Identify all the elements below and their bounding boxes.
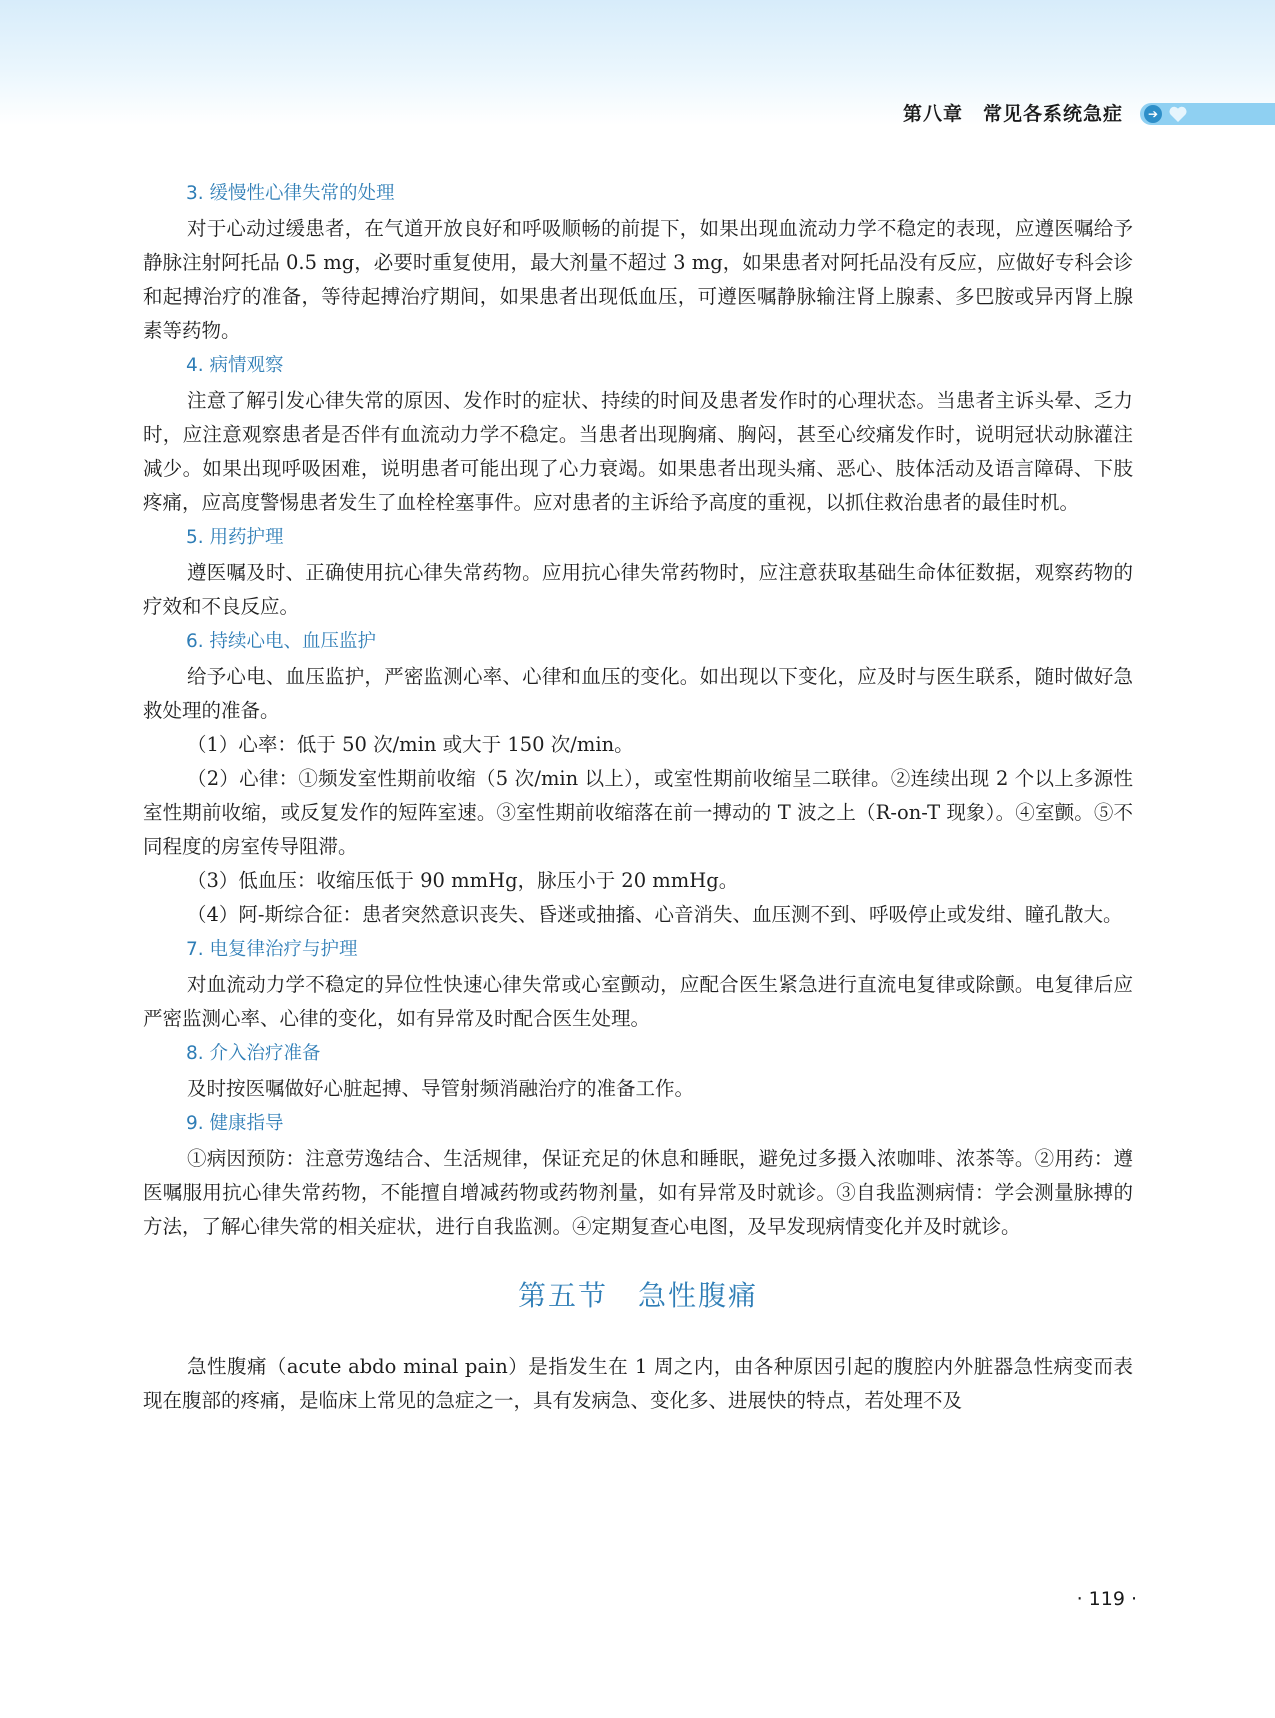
paragraph: 给予心电、血压监护，严密监测心率、心律和血压的变化。如出现以下变化，应及时与医生联系，随时做好急救处理的准备。	[143, 665, 1133, 722]
paragraph: 注意了解引发心律失常的原因、发作时的症状、持续的时间及患者发作时的心理状态。当患者主诉头晕、乏力时，应注意观察患者是否伴有血流动力学不稳定。当患者出现胸痛、胸闷，甚至心绞痛发作时，说明冠状动脉灌注减少。如果出现呼吸困难，说明患者可能出现了心力衰竭。如果患者出现头痛、恶心、肢体活动及语言障碍、下肢疼痛，应高度警惕患者发生了血栓栓塞事件。应对患者的主诉给予高度的重视，以抓住救治患者的最佳时机。	[143, 389, 1133, 514]
subsection-heading: 8. 介入治疗准备	[186, 1043, 321, 1064]
paragraph: 遵医嘱及时、正确使用抗心律失常药物。应用抗心律失常药物时，应注意获取基础生命体征数据，观察药物的疗效和不良反应。	[143, 561, 1133, 618]
subsection-heading: 3. 缓慢性心律失常的处理	[186, 183, 395, 204]
arrow-icon: ➔	[1144, 105, 1162, 123]
chapter-title: 第八章 常见各系统急症	[902, 103, 1123, 125]
paragraph: ①病因预防：注意劳逸结合、生活规律，保证充足的休息和睡眠，避免过多摄入浓咖啡、浓茶等。②用药：遵医嘱服用抗心律失常药物，不能擅自增减药物或药物剂量，如有异常及时就诊。③自我监测病情：学会测量脉搏的方法，了解心律失常的相关症状，进行自我监测。④定期复查心电图，及早发现病情变化并及时就诊。	[143, 1147, 1133, 1238]
paragraph: 对于心动过缓患者，在气道开放良好和呼吸顺畅的前提下，如果出现血流动力学不稳定的表现，应遵医嘱给予静脉注射阿托品 0.5 mg，必要时重复使用，最大剂量不超过 3 mg，如果患者对阿托品没有反应，应做好专科会诊和起搏治疗的准备，等待起搏治疗期间，如果患者出现低血压，可遵医嘱静脉输注肾上腺素、多巴胺或异丙肾上腺素等药物。	[143, 217, 1133, 342]
heart-icon	[1168, 105, 1188, 123]
page-content	[143, 176, 1133, 1418]
subsection-heading: 9. 健康指导	[186, 1113, 284, 1134]
section-title: 第五节 急性腹痛	[517, 1279, 758, 1312]
subsection-heading: 6. 持续心电、血压监护	[186, 631, 377, 652]
paragraph: （1）心率：低于 50 次/min 或大于 150 次/min。	[187, 733, 634, 756]
subsection-heading: 5. 用药护理	[186, 527, 284, 548]
paragraph: 及时按医嘱做好心脏起搏、导管射频消融治疗的准备工作。	[187, 1077, 695, 1100]
subsection-heading: 7. 电复律治疗与护理	[186, 939, 358, 960]
subsection-heading: 4. 病情观察	[186, 355, 284, 376]
page-number: · 119 ·	[1076, 1588, 1137, 1610]
paragraph: （3）低血压：收缩压低于 90 mmHg，脉压小于 20 mmHg。	[187, 869, 739, 892]
paragraph: （4）阿-斯综合征：患者突然意识丧失、昏迷或抽搐、心音消失、血压测不到、呼吸停止或发绀、瞳孔散大。	[187, 903, 1123, 926]
paragraph: 急性腹痛（acute abdo minal pain）是指发生在 1 周之内，由各种原因引起的腹腔内外脏器急性病变而表现在腹部的疼痛，是临床上常见的急症之一，具有发病急、变化多、进展快的特点，若处理不及	[143, 1355, 1133, 1412]
header-tab	[1140, 103, 1275, 125]
paragraph: 对血流动力学不稳定的异位性快速心律失常或心室颤动，应配合医生紧急进行直流电复律或除颤。电复律后应严密监测心率、心律的变化，如有异常及时配合医生处理。	[143, 973, 1133, 1030]
paragraph: （2）心律：①频发室性期前收缩（5 次/min 以上），或室性期前收缩呈二联律。②连续出现 2 个以上多源性室性期前收缩，或反复发作的短阵室速。③室性期前收缩落在前一搏动的 T 波之上（R-on-T 现象）。④室颤。⑤不同程度的房室传导阻滞。	[143, 767, 1133, 858]
